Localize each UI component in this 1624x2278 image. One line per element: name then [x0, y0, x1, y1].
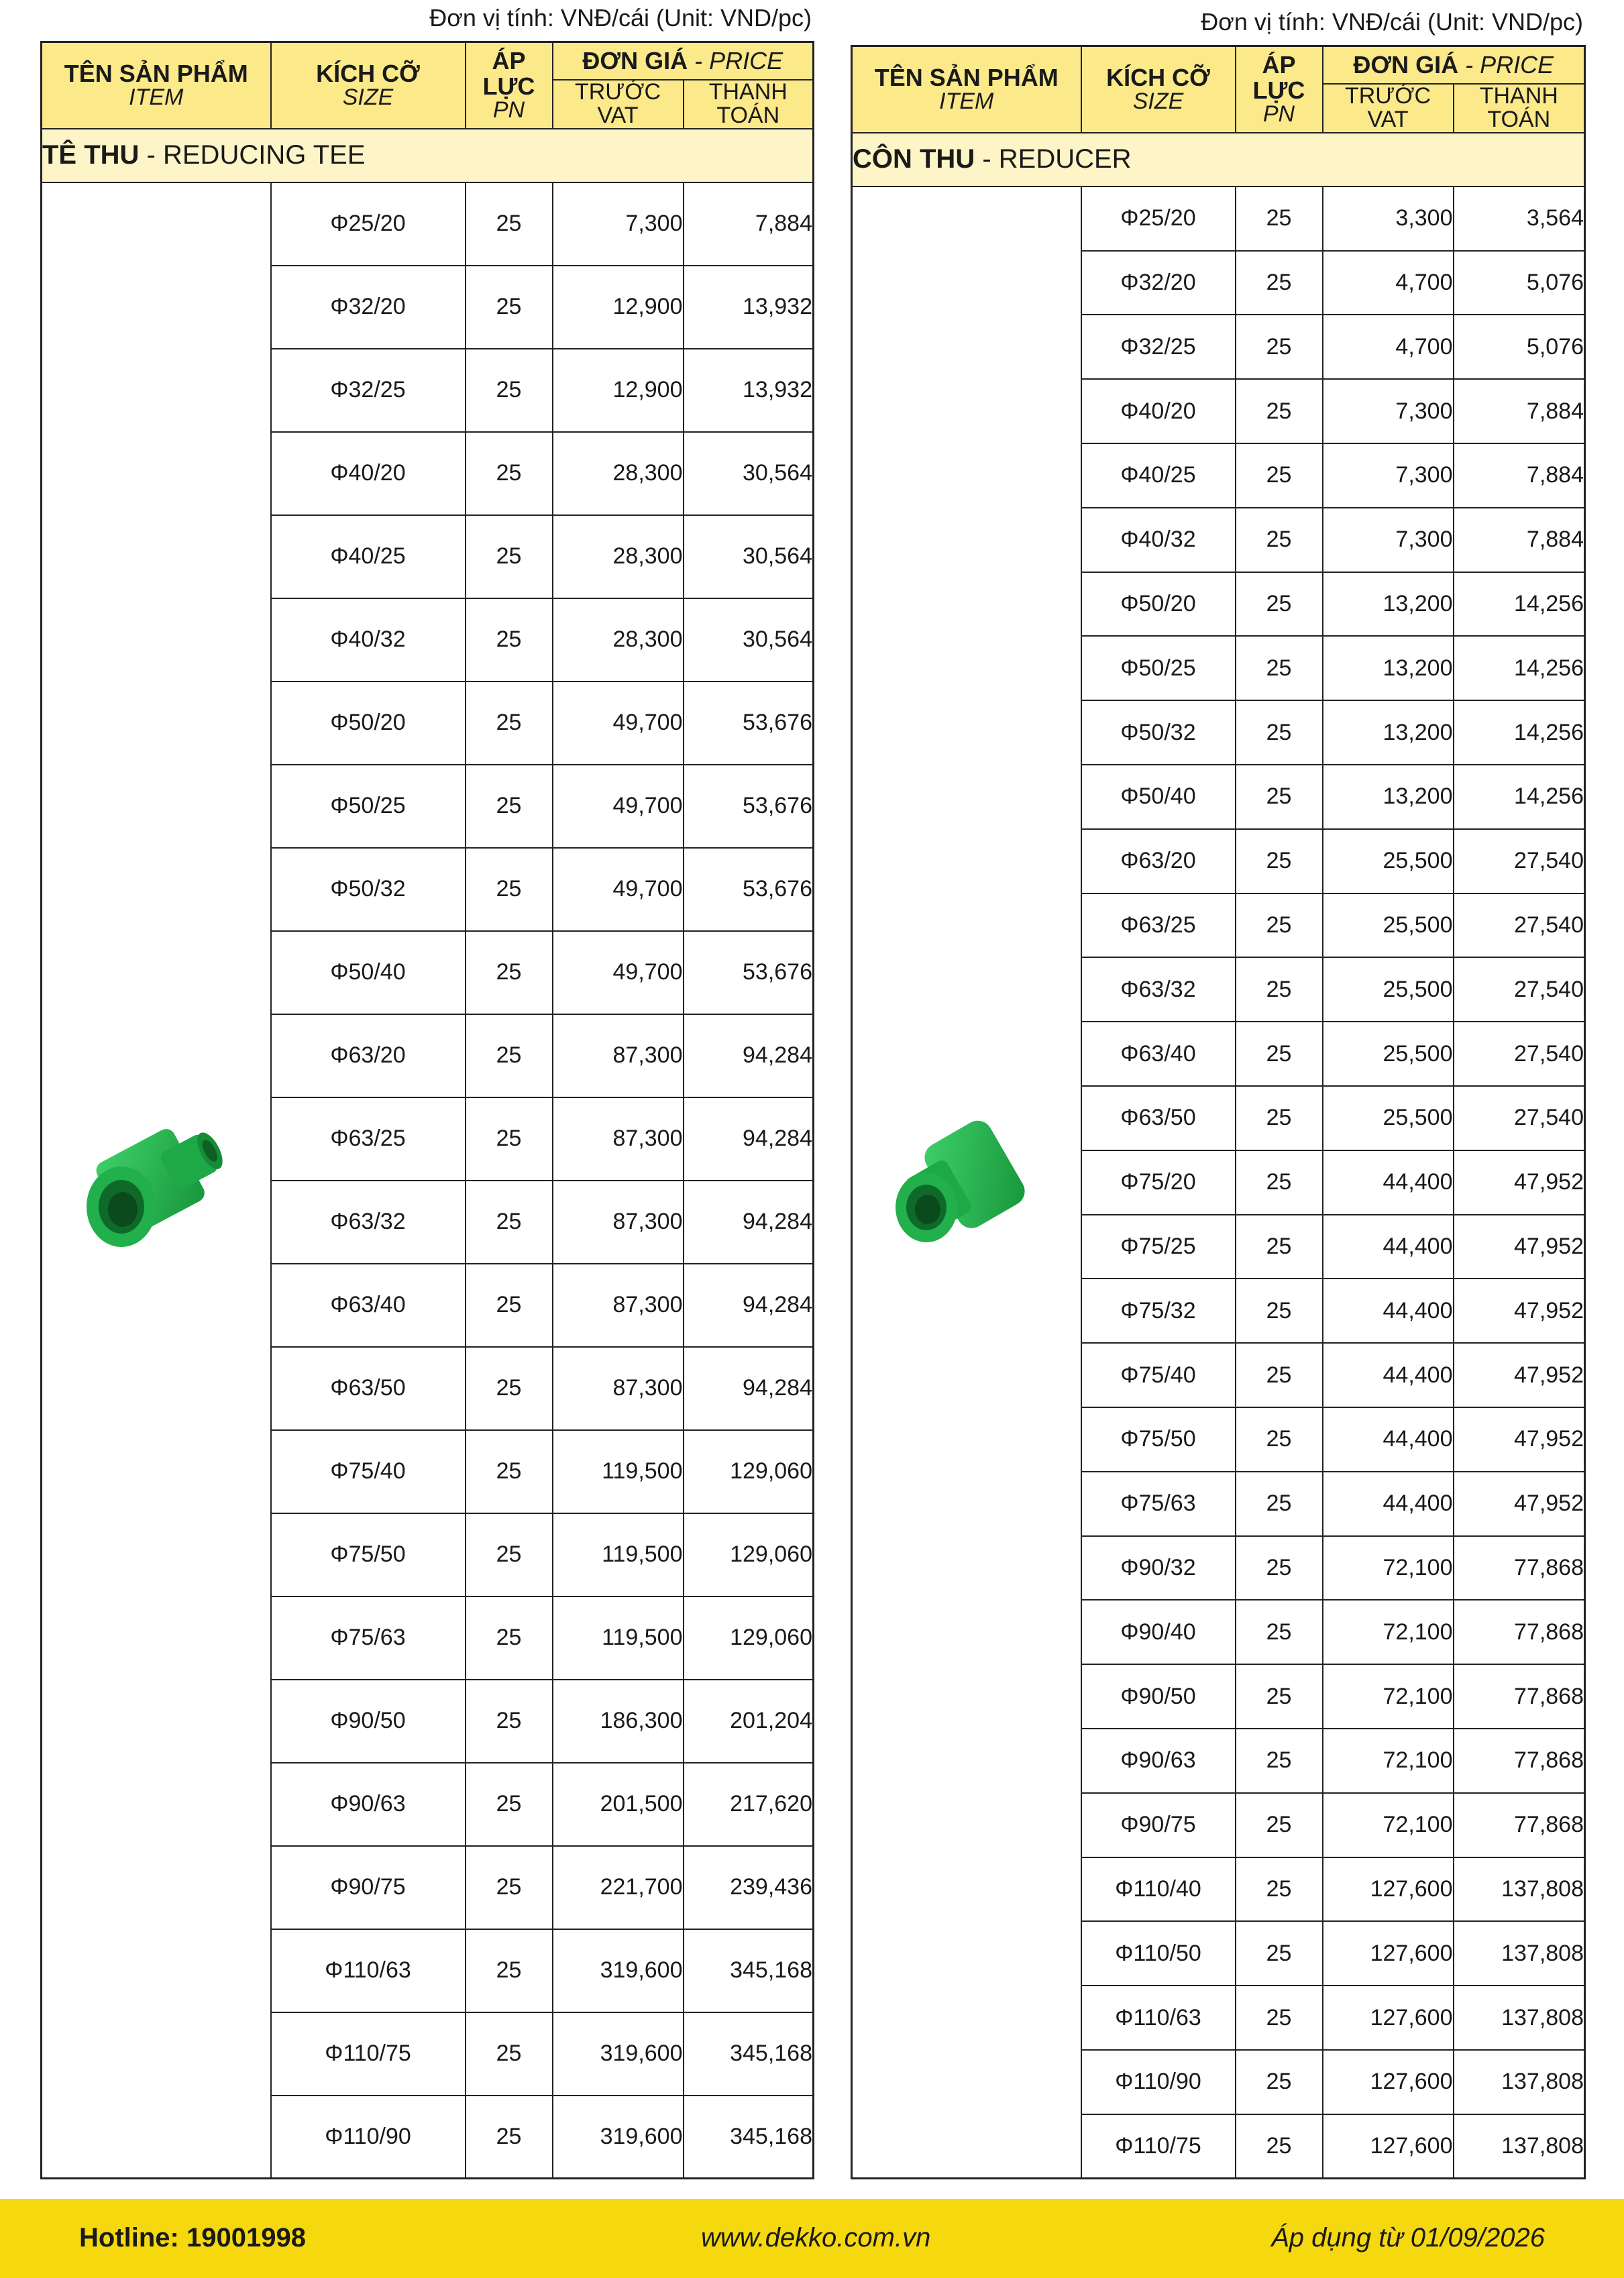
price-before-vat-cell: 221,700	[553, 1846, 684, 1929]
reducer-rows	[852, 133, 1585, 2179]
price-total-cell: 14,256	[1454, 636, 1585, 700]
size-cell: Φ90/50	[1081, 1664, 1236, 1729]
size-cell: Φ63/25	[1081, 893, 1236, 958]
price-before-vat-cell: 44,400	[1323, 1150, 1454, 1215]
price-total-cell: 53,676	[684, 931, 814, 1014]
price-total-cell: 47,952	[1454, 1407, 1585, 1472]
pn-cell: 25	[466, 1513, 553, 1596]
header-size	[271, 42, 466, 129]
price-total-cell: 345,168	[684, 2096, 814, 2179]
pn-cell: 25	[466, 1430, 553, 1513]
price-total-cell: 30,564	[684, 432, 814, 515]
price-total-cell: 94,284	[684, 1264, 814, 1347]
pn-cell: 25	[1236, 1664, 1323, 1729]
price-total-cell: 5,076	[1454, 251, 1585, 315]
price-total-cell: 13,932	[684, 266, 814, 349]
price-before-vat-cell: 7,300	[553, 182, 684, 266]
price-total-cell: 13,932	[684, 349, 814, 432]
price-total-cell: 27,540	[1454, 829, 1585, 893]
size-cell: Φ63/50	[271, 1347, 466, 1430]
price-before-vat-cell: 25,500	[1323, 957, 1454, 1022]
price-before-vat-cell: 87,300	[553, 1014, 684, 1097]
header-pn-vi: ÁP LỰC	[1252, 50, 1305, 104]
price-total-cell: 5,076	[1454, 315, 1585, 379]
footer-bar	[0, 2199, 1624, 2278]
price-total-cell: 7,884	[684, 182, 814, 266]
size-cell: Φ50/32	[1081, 700, 1236, 765]
price-total-cell: 47,952	[1454, 1343, 1585, 1407]
reducing-tee-image	[69, 1091, 243, 1266]
price-total-cell: 30,564	[684, 515, 814, 598]
price-before-vat-cell: 4,700	[1323, 251, 1454, 315]
header-item	[42, 42, 271, 129]
pn-cell: 25	[1236, 251, 1323, 315]
price-before-vat-cell: 44,400	[1323, 1472, 1454, 1536]
header-pn	[1236, 46, 1323, 133]
price-total-cell: 27,540	[1454, 1022, 1585, 1086]
size-cell: Φ110/90	[271, 2096, 466, 2179]
price-before-vat-cell: 13,200	[1323, 700, 1454, 765]
price-total-cell: 7,884	[1454, 508, 1585, 572]
price-before-vat-cell: 72,100	[1323, 1536, 1454, 1601]
pn-cell: 25	[1236, 315, 1323, 379]
price-total-cell: 129,060	[684, 1430, 814, 1513]
pn-cell: 25	[1236, 508, 1323, 572]
price-before-vat-cell: 201,500	[553, 1763, 684, 1846]
header-before-vat: TRƯỚC VAT	[553, 80, 684, 129]
header-before-vat: TRƯỚC VAT	[1323, 84, 1454, 133]
price-before-vat-cell: 72,100	[1323, 1729, 1454, 1793]
price-total-cell: 14,256	[1454, 700, 1585, 765]
header-price-en: PRICE	[1480, 50, 1554, 78]
price-total-cell: 14,256	[1454, 765, 1585, 829]
size-cell: Φ32/20	[1081, 251, 1236, 315]
price-before-vat-cell: 49,700	[553, 848, 684, 931]
price-total-cell: 94,284	[684, 1014, 814, 1097]
price-total-cell: 77,868	[1454, 1600, 1585, 1664]
price-total-cell: 3,564	[1454, 186, 1585, 251]
pn-cell: 25	[1236, 1986, 1323, 2050]
header-total: THANH TOÁN	[684, 80, 814, 129]
pn-cell: 25	[466, 1014, 553, 1097]
pn-cell: 25	[466, 1763, 553, 1846]
section-title-sep: -	[139, 140, 163, 170]
price-before-vat-cell: 127,600	[1323, 1986, 1454, 2050]
pn-cell: 25	[1236, 1279, 1323, 1343]
price-total-cell: 47,952	[1454, 1279, 1585, 1343]
reducing-tee-price-table	[40, 41, 814, 2179]
size-cell: Φ50/40	[271, 931, 466, 1014]
price-before-vat-cell: 127,600	[1323, 1857, 1454, 1922]
section-title-en: REDUCER	[998, 144, 1132, 174]
pn-cell: 25	[1236, 1536, 1323, 1601]
section-title-sep: -	[975, 144, 999, 174]
section-row	[852, 133, 1585, 186]
price-total-cell: 77,868	[1454, 1793, 1585, 1857]
size-cell: Φ110/75	[271, 2012, 466, 2096]
price-before-vat-cell: 319,600	[553, 2096, 684, 2179]
size-cell: Φ75/32	[1081, 1279, 1236, 1343]
price-before-vat-cell: 4,700	[1323, 315, 1454, 379]
section-title	[42, 129, 814, 182]
header-price	[553, 42, 814, 80]
size-cell: Φ75/50	[1081, 1407, 1236, 1472]
header-size-en: SIZE	[1132, 89, 1184, 115]
pn-cell: 25	[1236, 1857, 1323, 1922]
pn-cell: 25	[1236, 1921, 1323, 1986]
price-before-vat-cell: 87,300	[553, 1264, 684, 1347]
unit-note-right: Đơn vị tính: VNĐ/cái (Unit: VND/pc)	[1201, 8, 1583, 36]
size-cell: Φ50/20	[1081, 572, 1236, 637]
size-cell: Φ90/50	[271, 1680, 466, 1763]
price-before-vat-cell: 28,300	[553, 598, 684, 682]
product-image-cell	[42, 182, 271, 2179]
price-before-vat-cell: 12,900	[553, 349, 684, 432]
pn-cell: 25	[466, 1680, 553, 1763]
price-before-vat-cell: 12,900	[553, 266, 684, 349]
price-before-vat-cell: 72,100	[1323, 1600, 1454, 1664]
table-row	[42, 182, 814, 266]
price-before-vat-cell: 13,200	[1323, 572, 1454, 637]
pn-cell: 25	[1236, 1793, 1323, 1857]
pn-cell: 25	[1236, 1343, 1323, 1407]
section-title	[852, 133, 1585, 186]
pn-cell: 25	[466, 432, 553, 515]
price-before-vat-cell: 49,700	[553, 682, 684, 765]
price-total-cell: 345,168	[684, 2012, 814, 2096]
size-cell: Φ40/32	[271, 598, 466, 682]
pn-cell: 25	[466, 1846, 553, 1929]
size-cell: Φ63/25	[271, 1097, 466, 1181]
size-cell: Φ63/40	[271, 1264, 466, 1347]
size-cell: Φ40/32	[1081, 508, 1236, 572]
header-price-en: PRICE	[709, 46, 783, 74]
size-cell: Φ32/25	[1081, 315, 1236, 379]
size-cell: Φ50/20	[271, 682, 466, 765]
header-price-vi: ĐƠN GIÁ	[582, 46, 688, 74]
pn-cell: 25	[466, 848, 553, 931]
size-cell: Φ63/20	[1081, 829, 1236, 893]
size-cell: Φ75/25	[1081, 1215, 1236, 1279]
reducer-price-table	[851, 45, 1586, 2179]
price-before-vat-cell: 25,500	[1323, 1022, 1454, 1086]
pn-cell: 25	[1236, 2050, 1323, 2114]
header-size-en: SIZE	[342, 85, 394, 111]
price-total-cell: 129,060	[684, 1513, 814, 1596]
size-cell: Φ40/25	[1081, 443, 1236, 508]
pn-cell: 25	[1236, 1215, 1323, 1279]
pn-cell: 25	[466, 1097, 553, 1181]
size-cell: Φ63/32	[271, 1181, 466, 1264]
pn-cell: 25	[1236, 2114, 1323, 2179]
price-total-cell: 7,884	[1454, 379, 1585, 443]
pn-cell: 25	[466, 2096, 553, 2179]
pn-cell: 25	[1236, 1150, 1323, 1215]
pn-cell: 25	[1236, 443, 1323, 508]
pn-cell: 25	[1236, 829, 1323, 893]
price-before-vat-cell: 44,400	[1323, 1215, 1454, 1279]
hotline-text: Hotline: 19001998	[79, 2223, 306, 2253]
size-cell: Φ75/50	[271, 1513, 466, 1596]
price-total-cell: 345,168	[684, 1929, 814, 2012]
header-item	[852, 46, 1081, 133]
price-total-cell: 47,952	[1454, 1215, 1585, 1279]
price-before-vat-cell: 13,200	[1323, 636, 1454, 700]
price-before-vat-cell: 44,400	[1323, 1407, 1454, 1472]
size-cell: Φ110/50	[1081, 1921, 1236, 1986]
pn-cell: 25	[1236, 1407, 1323, 1472]
price-total-cell: 7,884	[1454, 443, 1585, 508]
pn-cell: 25	[466, 182, 553, 266]
size-cell: Φ90/40	[1081, 1600, 1236, 1664]
size-cell: Φ90/32	[1081, 1536, 1236, 1601]
price-total-cell: 47,952	[1454, 1150, 1585, 1215]
price-total-cell: 137,808	[1454, 1921, 1585, 1986]
price-total-cell: 239,436	[684, 1846, 814, 1929]
reducer-image	[879, 1093, 1054, 1268]
pn-cell: 25	[466, 931, 553, 1014]
price-before-vat-cell: 127,600	[1323, 1921, 1454, 1986]
size-cell: Φ63/50	[1081, 1086, 1236, 1150]
pn-cell: 25	[1236, 1600, 1323, 1664]
price-before-vat-cell: 119,500	[553, 1513, 684, 1596]
price-total-cell: 137,808	[1454, 2050, 1585, 2114]
pn-cell: 25	[1236, 1086, 1323, 1150]
header-size	[1081, 46, 1236, 133]
size-cell: Φ32/20	[271, 266, 466, 349]
price-before-vat-cell: 49,700	[553, 931, 684, 1014]
table-row	[852, 186, 1585, 251]
price-before-vat-cell: 119,500	[553, 1430, 684, 1513]
price-before-vat-cell: 186,300	[553, 1680, 684, 1763]
price-total-cell: 30,564	[684, 598, 814, 682]
price-before-vat-cell: 319,600	[553, 2012, 684, 2096]
header-pn-en: PN	[492, 97, 525, 123]
section-title-vi: CÔN THU	[853, 144, 975, 174]
size-cell: Φ40/20	[1081, 379, 1236, 443]
pn-cell: 25	[1236, 700, 1323, 765]
size-cell: Φ63/40	[1081, 1022, 1236, 1086]
pn-cell: 25	[466, 266, 553, 349]
size-cell: Φ50/25	[1081, 636, 1236, 700]
header-total: THANH TOÁN	[1454, 84, 1585, 133]
header-pn-en: PN	[1262, 101, 1295, 127]
price-total-cell: 201,204	[684, 1680, 814, 1763]
reducing-tee-rows	[42, 129, 814, 2179]
size-cell: Φ32/25	[271, 349, 466, 432]
price-total-cell: 94,284	[684, 1097, 814, 1181]
price-total-cell: 137,808	[1454, 2114, 1585, 2179]
effective-date-text: Áp dụng từ 01/09/2026	[1271, 2223, 1545, 2253]
pn-cell: 25	[1236, 893, 1323, 958]
price-before-vat-cell: 87,300	[553, 1347, 684, 1430]
price-total-cell: 137,808	[1454, 1857, 1585, 1922]
size-cell: Φ90/75	[271, 1846, 466, 1929]
price-total-cell: 47,952	[1454, 1472, 1585, 1536]
pn-cell: 25	[1236, 379, 1323, 443]
price-before-vat-cell: 13,200	[1323, 765, 1454, 829]
pn-cell: 25	[466, 598, 553, 682]
size-cell: Φ25/20	[1081, 186, 1236, 251]
price-total-cell: 53,676	[684, 765, 814, 848]
section-title-vi: TÊ THU	[42, 140, 140, 170]
header-size-vi: KÍCH CỠ	[1106, 63, 1210, 91]
size-cell: Φ63/20	[271, 1014, 466, 1097]
price-before-vat-cell: 25,500	[1323, 893, 1454, 958]
header-price-sep: -	[1458, 50, 1480, 78]
price-total-cell: 53,676	[684, 682, 814, 765]
header-price-sep: -	[688, 46, 710, 74]
header-item-en: ITEM	[939, 89, 994, 115]
section-row	[42, 129, 814, 182]
price-total-cell: 77,868	[1454, 1729, 1585, 1793]
section-title-en: REDUCING TEE	[162, 140, 366, 170]
size-cell: Φ75/40	[1081, 1343, 1236, 1407]
price-before-vat-cell: 7,300	[1323, 379, 1454, 443]
header-pn	[466, 42, 553, 129]
price-before-vat-cell: 127,600	[1323, 2050, 1454, 2114]
header-size-vi: KÍCH CỠ	[316, 59, 420, 87]
size-cell: Φ110/63	[1081, 1986, 1236, 2050]
price-before-vat-cell: 49,700	[553, 765, 684, 848]
pn-cell: 25	[466, 1347, 553, 1430]
size-cell: Φ90/63	[1081, 1729, 1236, 1793]
pn-cell: 25	[466, 1264, 553, 1347]
pn-cell: 25	[466, 1596, 553, 1680]
size-cell: Φ40/25	[271, 515, 466, 598]
left-price-table-panel	[40, 41, 812, 2179]
pn-cell: 25	[466, 349, 553, 432]
website-link[interactable]: www.dekko.com.vn	[701, 2223, 931, 2253]
header-item-vi: TÊN SẢN PHẨM	[874, 63, 1059, 91]
price-before-vat-cell: 87,300	[553, 1181, 684, 1264]
price-total-cell: 27,540	[1454, 1086, 1585, 1150]
header-pn-vi: ÁP LỰC	[482, 46, 535, 100]
pn-cell: 25	[466, 765, 553, 848]
pn-cell: 25	[466, 515, 553, 598]
price-total-cell: 94,284	[684, 1181, 814, 1264]
header-item-en: ITEM	[129, 85, 184, 111]
price-before-vat-cell: 72,100	[1323, 1664, 1454, 1729]
price-total-cell: 217,620	[684, 1763, 814, 1846]
price-before-vat-cell: 28,300	[553, 515, 684, 598]
pn-cell: 25	[1236, 1022, 1323, 1086]
pn-cell: 25	[1236, 186, 1323, 251]
pn-cell: 25	[1236, 765, 1323, 829]
pn-cell: 25	[1236, 957, 1323, 1022]
price-total-cell: 27,540	[1454, 957, 1585, 1022]
size-cell: Φ75/63	[271, 1596, 466, 1680]
size-cell: Φ25/20	[271, 182, 466, 266]
price-before-vat-cell: 7,300	[1323, 443, 1454, 508]
size-cell: Φ50/32	[271, 848, 466, 931]
price-total-cell: 77,868	[1454, 1536, 1585, 1601]
price-before-vat-cell: 119,500	[553, 1596, 684, 1680]
price-before-vat-cell: 25,500	[1323, 829, 1454, 893]
product-image-cell	[852, 186, 1081, 2179]
size-cell: Φ50/25	[271, 765, 466, 848]
price-before-vat-cell: 25,500	[1323, 1086, 1454, 1150]
size-cell: Φ40/20	[271, 432, 466, 515]
size-cell: Φ110/90	[1081, 2050, 1236, 2114]
header-price-vi: ĐƠN GIÁ	[1353, 50, 1459, 78]
price-total-cell: 14,256	[1454, 572, 1585, 637]
pn-cell: 25	[466, 2012, 553, 2096]
size-cell: Φ90/63	[271, 1763, 466, 1846]
price-before-vat-cell: 72,100	[1323, 1793, 1454, 1857]
price-before-vat-cell: 3,300	[1323, 186, 1454, 251]
size-cell: Φ110/75	[1081, 2114, 1236, 2179]
reducing-tee-fitting-icon	[69, 1257, 243, 1268]
price-before-vat-cell: 127,600	[1323, 2114, 1454, 2179]
reducer-fitting-icon	[879, 1259, 1054, 1270]
pn-cell: 25	[1236, 1729, 1323, 1793]
size-cell: Φ63/32	[1081, 957, 1236, 1022]
size-cell: Φ75/40	[271, 1430, 466, 1513]
pn-cell: 25	[466, 682, 553, 765]
price-total-cell: 27,540	[1454, 893, 1585, 958]
size-cell: Φ110/40	[1081, 1857, 1236, 1922]
size-cell: Φ110/63	[271, 1929, 466, 2012]
header-price	[1323, 46, 1585, 84]
price-before-vat-cell: 87,300	[553, 1097, 684, 1181]
pn-cell: 25	[466, 1181, 553, 1264]
pn-cell: 25	[1236, 636, 1323, 700]
size-cell: Φ75/20	[1081, 1150, 1236, 1215]
pn-cell: 25	[1236, 1472, 1323, 1536]
price-total-cell: 53,676	[684, 848, 814, 931]
price-total-cell: 94,284	[684, 1347, 814, 1430]
header-item-vi: TÊN SẢN PHẨM	[64, 59, 248, 87]
pn-cell: 25	[466, 1929, 553, 2012]
price-before-vat-cell: 28,300	[553, 432, 684, 515]
right-price-table-panel	[851, 45, 1584, 2179]
size-cell: Φ75/63	[1081, 1472, 1236, 1536]
price-total-cell: 77,868	[1454, 1664, 1585, 1729]
price-before-vat-cell: 44,400	[1323, 1343, 1454, 1407]
price-before-vat-cell: 7,300	[1323, 508, 1454, 572]
price-before-vat-cell: 319,600	[553, 1929, 684, 2012]
size-cell: Φ90/75	[1081, 1793, 1236, 1857]
pn-cell: 25	[1236, 572, 1323, 637]
size-cell: Φ50/40	[1081, 765, 1236, 829]
price-total-cell: 137,808	[1454, 1986, 1585, 2050]
price-total-cell: 129,060	[684, 1596, 814, 1680]
price-before-vat-cell: 44,400	[1323, 1279, 1454, 1343]
unit-note-left: Đơn vị tính: VNĐ/cái (Unit: VND/pc)	[429, 4, 812, 32]
